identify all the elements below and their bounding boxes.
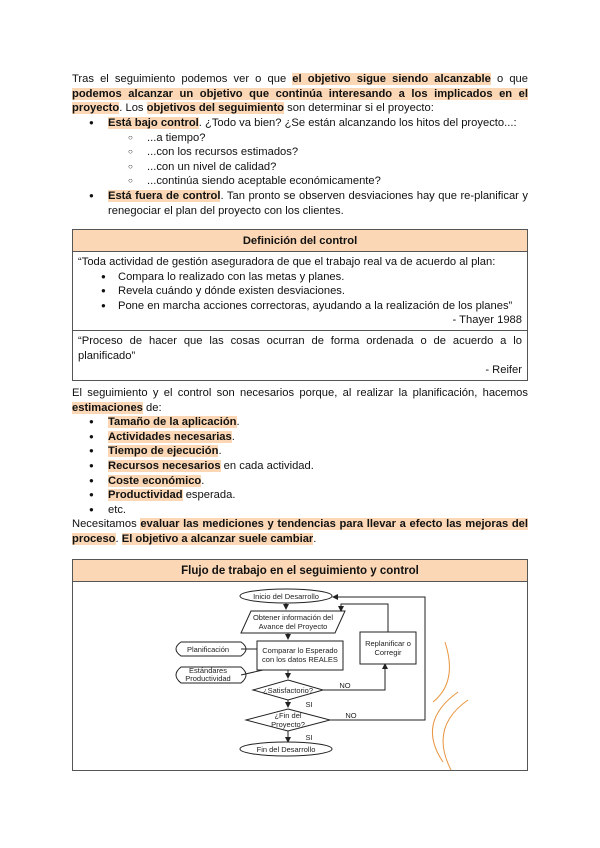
definition-title: Definición del control — [73, 230, 527, 252]
sub-list-item: ○ ...con un nivel de calidad? — [72, 160, 528, 175]
intro-text: son determinar si el proyecto: — [284, 102, 434, 115]
intro-text: o que — [490, 73, 529, 85]
intro-text: Tras el seguimiento podemos ver o que — [72, 73, 293, 85]
definition-quote-2 — [73, 330, 527, 380]
list-item-bold: Está fuera de control — [108, 189, 221, 202]
intro-paragraph — [72, 72, 528, 116]
flow-satisfactory-label: ¿Satisfactorio? — [262, 686, 314, 695]
list-item — [72, 116, 528, 189]
flow-standards-label: Estándares — [189, 666, 227, 675]
flow-no-label: NO — [339, 681, 351, 690]
list-item-text: . ¿Todo va bien? ¿Se están alcanzando los hitos del proyecto...: — [198, 117, 517, 129]
flow-obtain-label: Obtener información del — [252, 613, 334, 622]
intro-text: . Los — [119, 102, 147, 115]
flow-planning-label: Planificación — [186, 645, 230, 654]
quote-list-item: ● Revela cuándo y dónde existen desviaciones. — [78, 284, 522, 299]
flow-end-question-label: Proyecto? — [271, 720, 305, 729]
sub-list-item: ○ ...continúa siendo aceptable económicamente? — [72, 174, 528, 189]
quote-list-item: ● Compara lo realizado con las metas y planes. — [78, 270, 522, 285]
quote-list-item: ● Pone en marcha acciones correctoras, ayudando a la realización de los planes” — [78, 299, 522, 314]
list-item-bold: Recursos necesarios — [108, 459, 221, 472]
estimates-paragraph — [72, 386, 528, 547]
list-item-text: etc. — [108, 503, 127, 516]
flow-no-label: NO — [345, 711, 357, 720]
need-paragraph — [72, 517, 528, 546]
flow-yes-label: SI — [305, 700, 313, 709]
sub-list-item: ○ ...con los recursos estimados? — [72, 145, 528, 160]
intro-highlight: el objetivo sigue siendo alcanzable — [292, 73, 491, 85]
definition-quote-1 — [73, 252, 527, 330]
list-item-bold: Actividades necesarias — [108, 430, 232, 443]
quote-author: - Thayer 1988 — [452, 314, 522, 327]
list-item — [72, 459, 528, 474]
need-text: . — [313, 532, 317, 545]
list-item — [72, 503, 528, 518]
flow-start-label: Inicio del Desarrollo — [253, 592, 319, 601]
sub-list-item: ○ ...a tiempo? — [72, 131, 528, 146]
list-item-text: . — [231, 430, 235, 443]
list-item — [72, 488, 528, 503]
list-item — [72, 474, 528, 489]
quote-author: - Reifer — [485, 364, 522, 377]
list-item-text: . — [218, 445, 222, 458]
quote-text: “Proceso de hacer que las cosas ocurran de forma ordenada o de acuerdo a lo planificado” — [78, 334, 522, 362]
list-item — [72, 444, 528, 459]
need-text: . — [115, 532, 122, 545]
intro-highlight: podemos alcanzar un objetivo que continúa interesando a los implicados en el proyecto — [72, 87, 528, 115]
definition-box — [72, 229, 528, 381]
list-item — [72, 415, 528, 430]
flow-compare-label: con los datos REALES — [262, 655, 338, 664]
flow-diagram — [73, 582, 527, 770]
flow-title: Flujo de trabajo en el seguimiento y control — [73, 560, 527, 582]
need-highlight: evaluar las mediciones y tendencias para llevar a efecto las mejoras del proceso — [72, 518, 528, 545]
list-item-bold: Productividad — [108, 489, 183, 502]
estimates-text: de: — [142, 401, 162, 414]
list-item-text: . — [236, 416, 240, 429]
list-item — [72, 430, 528, 445]
flow-end-label: Fin del Desarrollo — [256, 745, 316, 754]
intro-highlight: objetivos del seguimiento — [146, 102, 285, 115]
list-item-bold: Tiempo de ejecución — [108, 445, 219, 458]
list-item-text: en cada actividad. — [220, 459, 314, 472]
list-item — [72, 189, 528, 218]
flow-replan-label: Replanificar o — [365, 639, 411, 648]
flow-obtain-label: Avance del Proyecto — [258, 622, 328, 631]
estimates-text: El seguimiento y el control son necesarios porque, al realizar la planificación, hacemos — [72, 387, 528, 399]
list-item-bold: Está bajo control — [108, 117, 199, 129]
list-item-text: esperada. — [182, 489, 236, 502]
flow-end-question-label: ¿Fin del — [274, 711, 302, 720]
quote-text: “Toda actividad de gestión aseguradora de que el trabajo real va de acuerdo al plan: — [78, 256, 496, 268]
decorative-arcs — [432, 642, 468, 770]
control-list — [72, 116, 528, 218]
list-item-text: . Tan pronto se observen desviaciones hay que re-planificar y renegociar el plan del proyecto con los clientes. — [108, 189, 528, 217]
list-item-bold: Tamaño de la aplicación — [108, 416, 237, 429]
list-item-bold: Coste económico — [108, 474, 202, 487]
list-item-text: . — [201, 474, 205, 487]
flow-replan-label: Corregir — [374, 648, 402, 657]
flow-compare-label: Comparar lo Esperado — [262, 646, 338, 655]
flow-box — [72, 559, 528, 771]
flow-standards-label: Productividad — [185, 674, 231, 683]
flow-yes-label: SI — [305, 733, 313, 742]
need-text: Necesitamos — [72, 518, 141, 531]
estimates-highlight: estimaciones — [72, 401, 143, 414]
need-highlight: El objetivo a alcanzar suele cambiar — [121, 532, 314, 545]
